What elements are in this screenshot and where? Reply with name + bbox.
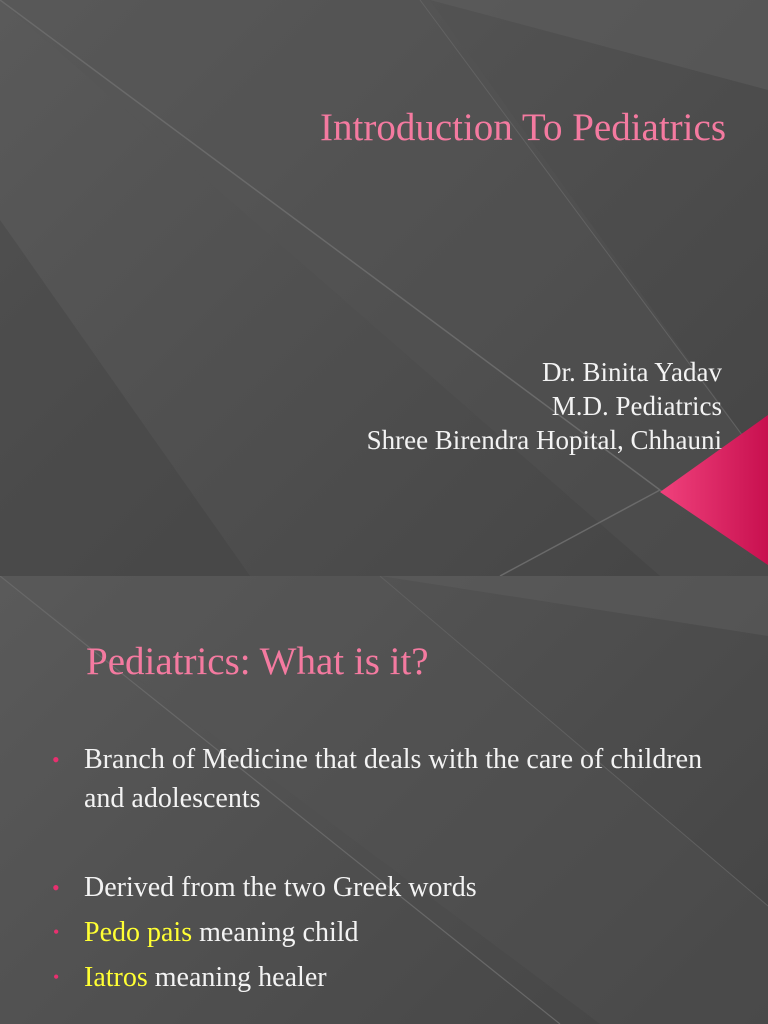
bullet-text: Derived from the two Greek words — [84, 872, 477, 903]
bullet-text: Branch of Medicine that deals with the care of children and adolescents — [84, 744, 703, 814]
slide-title: Introduction To Pediatrics — [320, 106, 726, 149]
presenter-affiliation: Shree Birendra Hopital, Chhauni — [366, 425, 722, 455]
presenter-degree: M.D. Pediatrics — [551, 391, 722, 421]
presenter-info — [367, 355, 722, 457]
greek-word: Iatros — [84, 962, 148, 993]
bullet-dot-icon: • — [52, 875, 60, 900]
presenter-name: Dr. Binita Yadav — [541, 357, 722, 387]
bullet-dot-icon: • — [52, 747, 60, 772]
bullet-text: meaning healer — [147, 962, 327, 993]
bullet-dot-icon: • — [53, 967, 60, 987]
bullet-item — [52, 868, 724, 907]
content-title: Pediatrics: What is it? — [86, 640, 429, 683]
bullet-item — [53, 958, 724, 997]
bullet-dot-icon: • — [53, 922, 60, 942]
greek-word: Pedo pais — [84, 917, 193, 948]
bullet-item — [52, 740, 724, 818]
bullet-item — [53, 913, 724, 952]
bullet-text: meaning child — [192, 917, 359, 948]
